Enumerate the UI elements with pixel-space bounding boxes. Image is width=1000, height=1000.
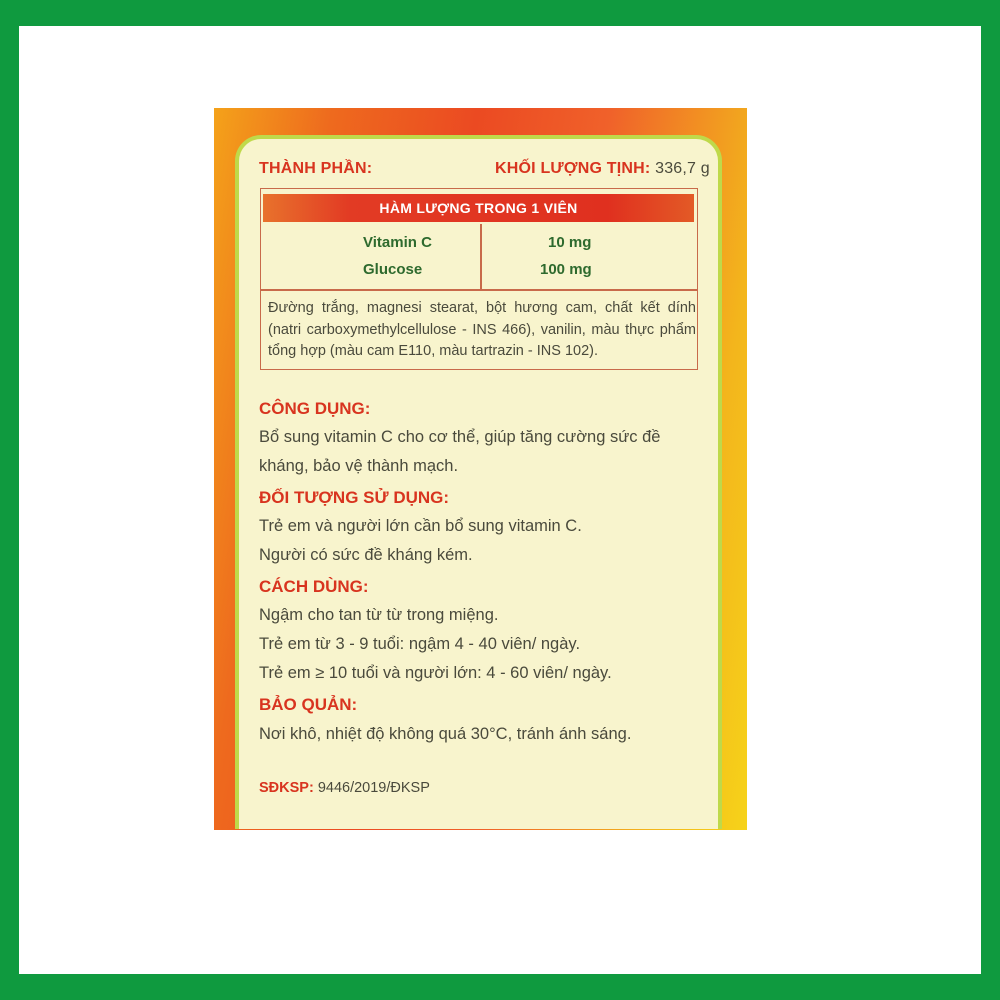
directions-title: CÁCH DÙNG: (259, 577, 369, 596)
table-divider-horizontal (260, 289, 698, 291)
storage-title: BẢO QUẢN: (259, 695, 358, 714)
directions-line: Trẻ em từ 3 - 9 tuổi: ngậm 4 - 40 viên/ ngày. (259, 635, 581, 653)
target-line: Người có sức đề kháng kém. (259, 546, 473, 564)
registration-number (259, 780, 430, 796)
table-cell-name: Glucose (363, 261, 423, 278)
target-title: ĐỐI TƯỢNG SỬ DỤNG: (259, 488, 450, 507)
table-divider-vertical (480, 224, 482, 290)
table-cell-name: Vitamin C (363, 234, 432, 251)
table-cell-amount: 10 mg (548, 234, 592, 251)
registration-value: 9446/2019/ĐKSP (317, 780, 430, 796)
table-cell-amount: 100 mg (540, 261, 592, 278)
uses-line: Bổ sung vitamin C cho cơ thể, giúp tăng cường sức đề (259, 428, 661, 446)
excipients-text: Đường trắng, magnesi stearat, bột hương cam, chất kết dính (natri carboxymethylcellulose - INS 466), vanilin, màu thực phẩm tổng hợp (màu cam E110, màu tartrazin - INS 102). (268, 300, 696, 359)
directions-line: Ngậm cho tan từ từ trong miệng. (259, 606, 499, 624)
registration-label: SĐKSP: (259, 780, 314, 796)
composition-table-title: HÀM LƯỢNG TRONG 1 VIÊN (263, 194, 694, 222)
net-weight-value: 336,7 g (655, 160, 710, 177)
target-line: Trẻ em và người lớn cần bổ sung vitamin C. (259, 517, 582, 535)
net-weight-label-text: KHỐI LƯỢNG TỊNH: (495, 160, 651, 177)
storage-line: Nơi khô, nhiệt độ không quá 30°C, tránh ánh sáng. (259, 725, 632, 743)
uses-title: CÔNG DỤNG: (259, 399, 371, 418)
uses-line: kháng, bảo vệ thành mạch. (259, 457, 459, 475)
ingredients-label: THÀNH PHẦN: (259, 160, 373, 177)
net-weight-label (495, 160, 710, 178)
directions-line: Trẻ em ≥ 10 tuổi và người lớn: 4 - 60 viên/ ngày. (259, 664, 612, 682)
